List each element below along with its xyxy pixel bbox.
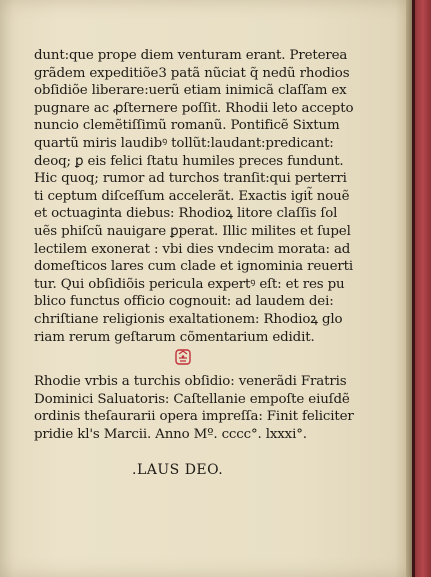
text-line: obſidiõe liberare:uerũ etiam inimicã claſſam ex	[34, 83, 347, 99]
text-line: chriſtiane religionis exaltationem: Rhodioꝝ glo	[34, 311, 343, 327]
text-line: dunt:que prope diem venturam erant. Preterea	[34, 48, 348, 63]
text-line: quartũ miris laudibꝰ tollũt:laudant:predicant:	[34, 135, 334, 151]
text-line: uẽs phiſcũ nauigare ꝑperat. Illic milites et ſupel	[34, 223, 351, 239]
binding-shadow	[412, 0, 415, 577]
text-line: domeſticos lares cum clade et ignominia reuerti	[34, 259, 354, 275]
text-line: tur. Qui obſidiõis pericula expertꝰ eſt: et res pu	[34, 276, 345, 292]
text-line: riam rerum geſtarum cõmentarium edidit.	[34, 329, 315, 345]
colophon-line: Rhodie vrbis a turchis obſidio: venerãdi Fratris	[34, 374, 347, 389]
colophon-line: Dominici Saluatoris: Caſtellanie empoſte eiuſdẽ	[34, 391, 350, 407]
text-line: nuncio clemẽtiſſimũ romanũ. Pontificẽ Sixtum	[34, 118, 340, 134]
text-line: Hic quoq; rumor ad turchos tranſit:qui perterri	[34, 171, 347, 187]
colophon	[34, 373, 406, 443]
body-text	[34, 47, 406, 346]
text-line: deoq; ꝑ eis felici ſtatu humiles preces fundunt.	[34, 153, 344, 169]
closing-line: .LAUS DEO.	[132, 462, 224, 478]
colophon-line: ordinis theſaurarii opera impreſſa: Finit feliciter	[34, 409, 354, 425]
colophon-line: pridie kl's Marcii. Anno Mº. cccc°. lxxxi°.	[34, 426, 307, 442]
text-line: lectilem exonerat : vbi dies vndecim morata: ad	[34, 241, 351, 257]
text-line: grãdem expeditiõe3 patã nũciat q̃ nedũ rhodios	[34, 65, 350, 81]
text-line: blico functus officio cognouit: ad laudem dei:	[34, 294, 334, 310]
text-line: ti ceptum diſceſſum accelerãt. Exactis igit̃ nouẽ	[34, 188, 350, 204]
library-stamp-icon	[174, 347, 192, 367]
text-line: pugnare ac ꝓſternere poſſit. Rhodii leto accepto	[34, 100, 354, 116]
text-line: et octuaginta diebus: Rhodioꝝ litore claſſis ſol	[34, 206, 338, 222]
